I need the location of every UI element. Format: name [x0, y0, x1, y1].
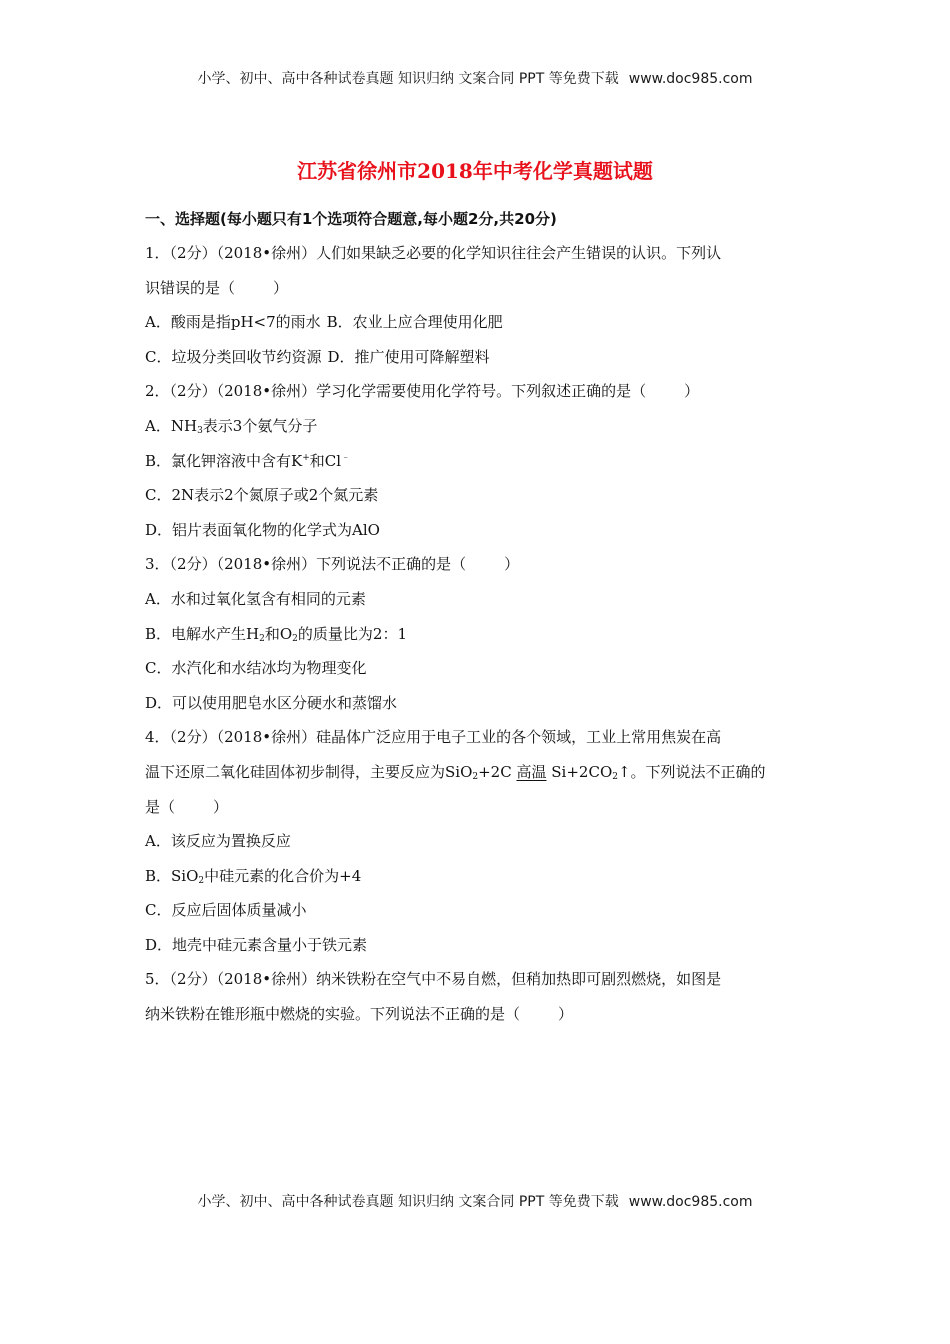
option-label: B． — [326, 313, 353, 332]
option-label: B． — [145, 866, 172, 885]
question-2 — [145, 380, 815, 553]
question-number: 2． — [145, 382, 170, 401]
option-b — [145, 865, 815, 900]
question-stem — [145, 968, 815, 1003]
option-d — [145, 934, 815, 969]
question-source: （2018•徐州） — [216, 555, 317, 574]
option-label: B． — [145, 624, 172, 643]
question-stem-continued — [145, 761, 815, 796]
superscript: ﹣ — [341, 452, 351, 463]
question-score: （2分） — [169, 382, 217, 401]
question-source: （2018•徐州） — [216, 382, 317, 401]
question-text: ↑。下列说法不正确的 — [617, 762, 766, 781]
question-score: （2分） — [169, 244, 217, 262]
question-text: 人们如果缺乏必要的化学知识往往会产生错误的认识。下列认 — [316, 244, 722, 262]
question-text: 识错误的是（ — [145, 278, 236, 297]
banner-text: 小学、初中、高中各种试卷真题 知识归纳 文案合同 PPT 等免费下载 — [197, 71, 619, 87]
question-5 — [145, 968, 815, 1037]
question-stem — [145, 553, 815, 588]
option-text: 和Cl — [309, 451, 342, 470]
option-a — [145, 415, 815, 450]
option-text: 该反应为置换反应 — [170, 832, 291, 851]
question-stem-continued — [145, 1003, 815, 1038]
header-banner — [0, 68, 950, 88]
question-score: （2分） — [169, 970, 217, 989]
option-c — [145, 899, 815, 934]
question-number: 3． — [145, 555, 170, 574]
document-title: 江苏省徐州市2018年中考化学真题试题 — [297, 159, 653, 183]
subscript: 2 — [259, 633, 265, 644]
option-text: 和O — [264, 624, 293, 643]
banner-url[interactable]: www.doc985.com — [628, 1194, 753, 1210]
banner-url[interactable]: www.doc985.com — [628, 71, 753, 87]
option-text: 地壳中硅元素含量小于铁元素 — [172, 935, 368, 954]
formula-text: SiO — [171, 866, 199, 885]
option-label: A． — [145, 416, 171, 435]
reaction-condition: 高温 — [516, 762, 547, 781]
option-text: 水和过氧化氢含有相同的元素 — [170, 589, 366, 608]
answer-bracket-close: ） — [504, 555, 520, 574]
question-4 — [145, 726, 815, 968]
question-stem-continued — [145, 277, 815, 312]
option-label: D． — [327, 347, 355, 366]
section-heading: 一、选择题(每小题只有1个选项符合题意,每小题2分,共20分) — [145, 210, 557, 228]
answer-bracket-close: ） — [213, 797, 229, 816]
option-d — [145, 692, 815, 727]
option-a — [145, 588, 815, 623]
question-number: 5． — [145, 970, 170, 989]
question-stem — [145, 380, 815, 415]
subscript: 2 — [292, 633, 298, 644]
option-text: 垃圾分类回收节约资源 — [171, 347, 322, 366]
option-text: 电解水产生H — [171, 624, 260, 643]
question-stem — [145, 726, 815, 761]
option-text: 2N表示2个氮原子或2个氮元素 — [171, 486, 379, 505]
option-text: 水汽化和水结冰均为物理变化 — [171, 659, 367, 678]
question-1 — [145, 242, 815, 380]
option-label: D． — [145, 935, 173, 954]
option-b — [145, 450, 815, 485]
subscript: 2 — [198, 875, 205, 886]
question-source: （2018•徐州） — [216, 970, 317, 989]
option-label: C． — [145, 901, 172, 920]
option-label: C． — [145, 659, 172, 678]
question-stem — [145, 242, 815, 277]
question-number: 1． — [145, 244, 170, 262]
exam-content — [145, 208, 815, 1038]
question-text: 是（ — [145, 797, 176, 816]
option-d — [328, 348, 490, 366]
question-score: （2分） — [169, 555, 217, 574]
option-label: D． — [145, 693, 173, 712]
question-text: 硅晶体广泛应用于电子工业的各个领域，工业上常用焦炭在高 — [316, 728, 722, 747]
option-a — [145, 313, 321, 331]
answer-bracket-close: ） — [273, 278, 289, 297]
option-b — [327, 313, 503, 331]
question-3 — [145, 553, 815, 726]
option-text: 表示3个氨气分子 — [202, 416, 318, 435]
option-row — [145, 311, 815, 346]
option-label: C． — [145, 486, 172, 505]
option-text: 酸雨是指pH<7的雨水 — [170, 313, 321, 332]
option-label: A． — [145, 313, 171, 332]
answer-bracket-close: ） — [684, 382, 700, 401]
footer-banner — [0, 1191, 950, 1211]
question-text: 下列说法不正确的是（ — [316, 555, 467, 574]
question-text: 学习化学需要使用化学符号。下列叙述正确的是（ — [316, 382, 647, 401]
subscript: 2 — [472, 771, 479, 782]
option-label: D． — [145, 520, 173, 539]
question-number: 4． — [145, 728, 170, 747]
question-source: （2018•徐州） — [216, 244, 317, 262]
option-a — [145, 830, 815, 865]
banner-text: 小学、初中、高中各种试卷真题 知识归纳 文案合同 PPT 等免费下载 — [197, 1194, 619, 1210]
option-label: C． — [145, 347, 172, 366]
formula-text: NH — [170, 416, 198, 435]
subscript: 2 — [612, 771, 618, 782]
option-label: B． — [145, 451, 172, 470]
option-text: 氯化钾溶液中含有K — [171, 451, 303, 470]
option-text: 铝片表面氧化物的化学式为AlO — [172, 520, 380, 539]
formula-text: +2C — [478, 762, 512, 781]
question-text: 温下还原二氧化硅固体初步制得，主要反应为SiO — [145, 762, 473, 781]
option-c — [145, 348, 322, 366]
option-text: 农业上应合理使用化肥 — [352, 313, 503, 332]
option-text: 中硅元素的化合价为+4 — [204, 866, 362, 885]
option-label: A． — [145, 832, 171, 851]
subscript: 3 — [197, 425, 203, 436]
answer-bracket-close: ） — [558, 1005, 574, 1024]
option-text: 可以使用肥皂水区分硬水和蒸馏水 — [172, 693, 398, 712]
option-b — [145, 623, 815, 658]
question-text: 纳米铁粉在空气中不易自燃，但稍加热即可剧烈燃烧，如图是 — [316, 970, 722, 989]
formula-text: Si+2CO — [551, 762, 613, 781]
option-d — [145, 519, 815, 554]
question-source: （2018•徐州） — [216, 728, 317, 747]
option-c — [145, 484, 815, 519]
option-text: 推广使用可降解塑料 — [354, 347, 490, 366]
question-stem-continued — [145, 796, 815, 831]
superscript: + — [302, 452, 310, 463]
option-text: 的质量比为2：1 — [297, 624, 407, 643]
option-row — [145, 346, 815, 381]
option-c — [145, 657, 815, 692]
option-text: 反应后固体质量减小 — [171, 901, 307, 920]
question-score: （2分） — [169, 728, 217, 747]
option-label: A． — [145, 589, 171, 608]
question-text: 纳米铁粉在锥形瓶中燃烧的实验。下列说法不正确的是（ — [145, 1005, 521, 1024]
